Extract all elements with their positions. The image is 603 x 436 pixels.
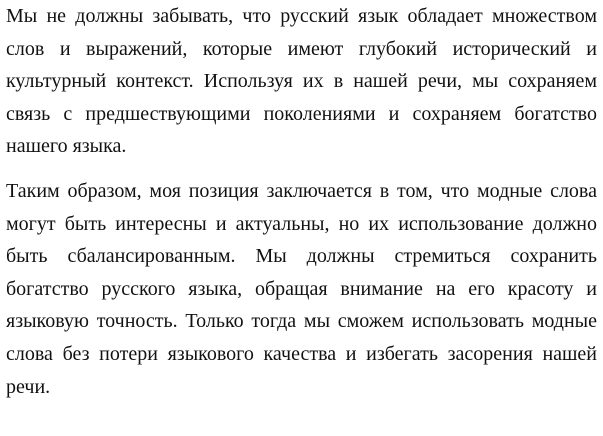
paragraph-1: Мы не должны забывать, что русский язык обладает множеством слов и выражений, которые имеют глубокий исторический и культурный контекст. Используя их в нашей речи, мы сохраняем связь с предшествующими поколениями и сохраняем богатство нашего языка. (6, 5, 597, 158)
paragraph-2: Таким образом, моя позиция заключается в том, что модные слова могут быть интересны и актуальны, но их использование должно быть сбалансированным. Мы должны стремиться сохранить богатство русского языка, обращая внимание на его красоту и языковую точность. Только тогда мы сможем использовать модные слова без потери языкового качества и избегать засорения нашей речи. (6, 179, 597, 398)
